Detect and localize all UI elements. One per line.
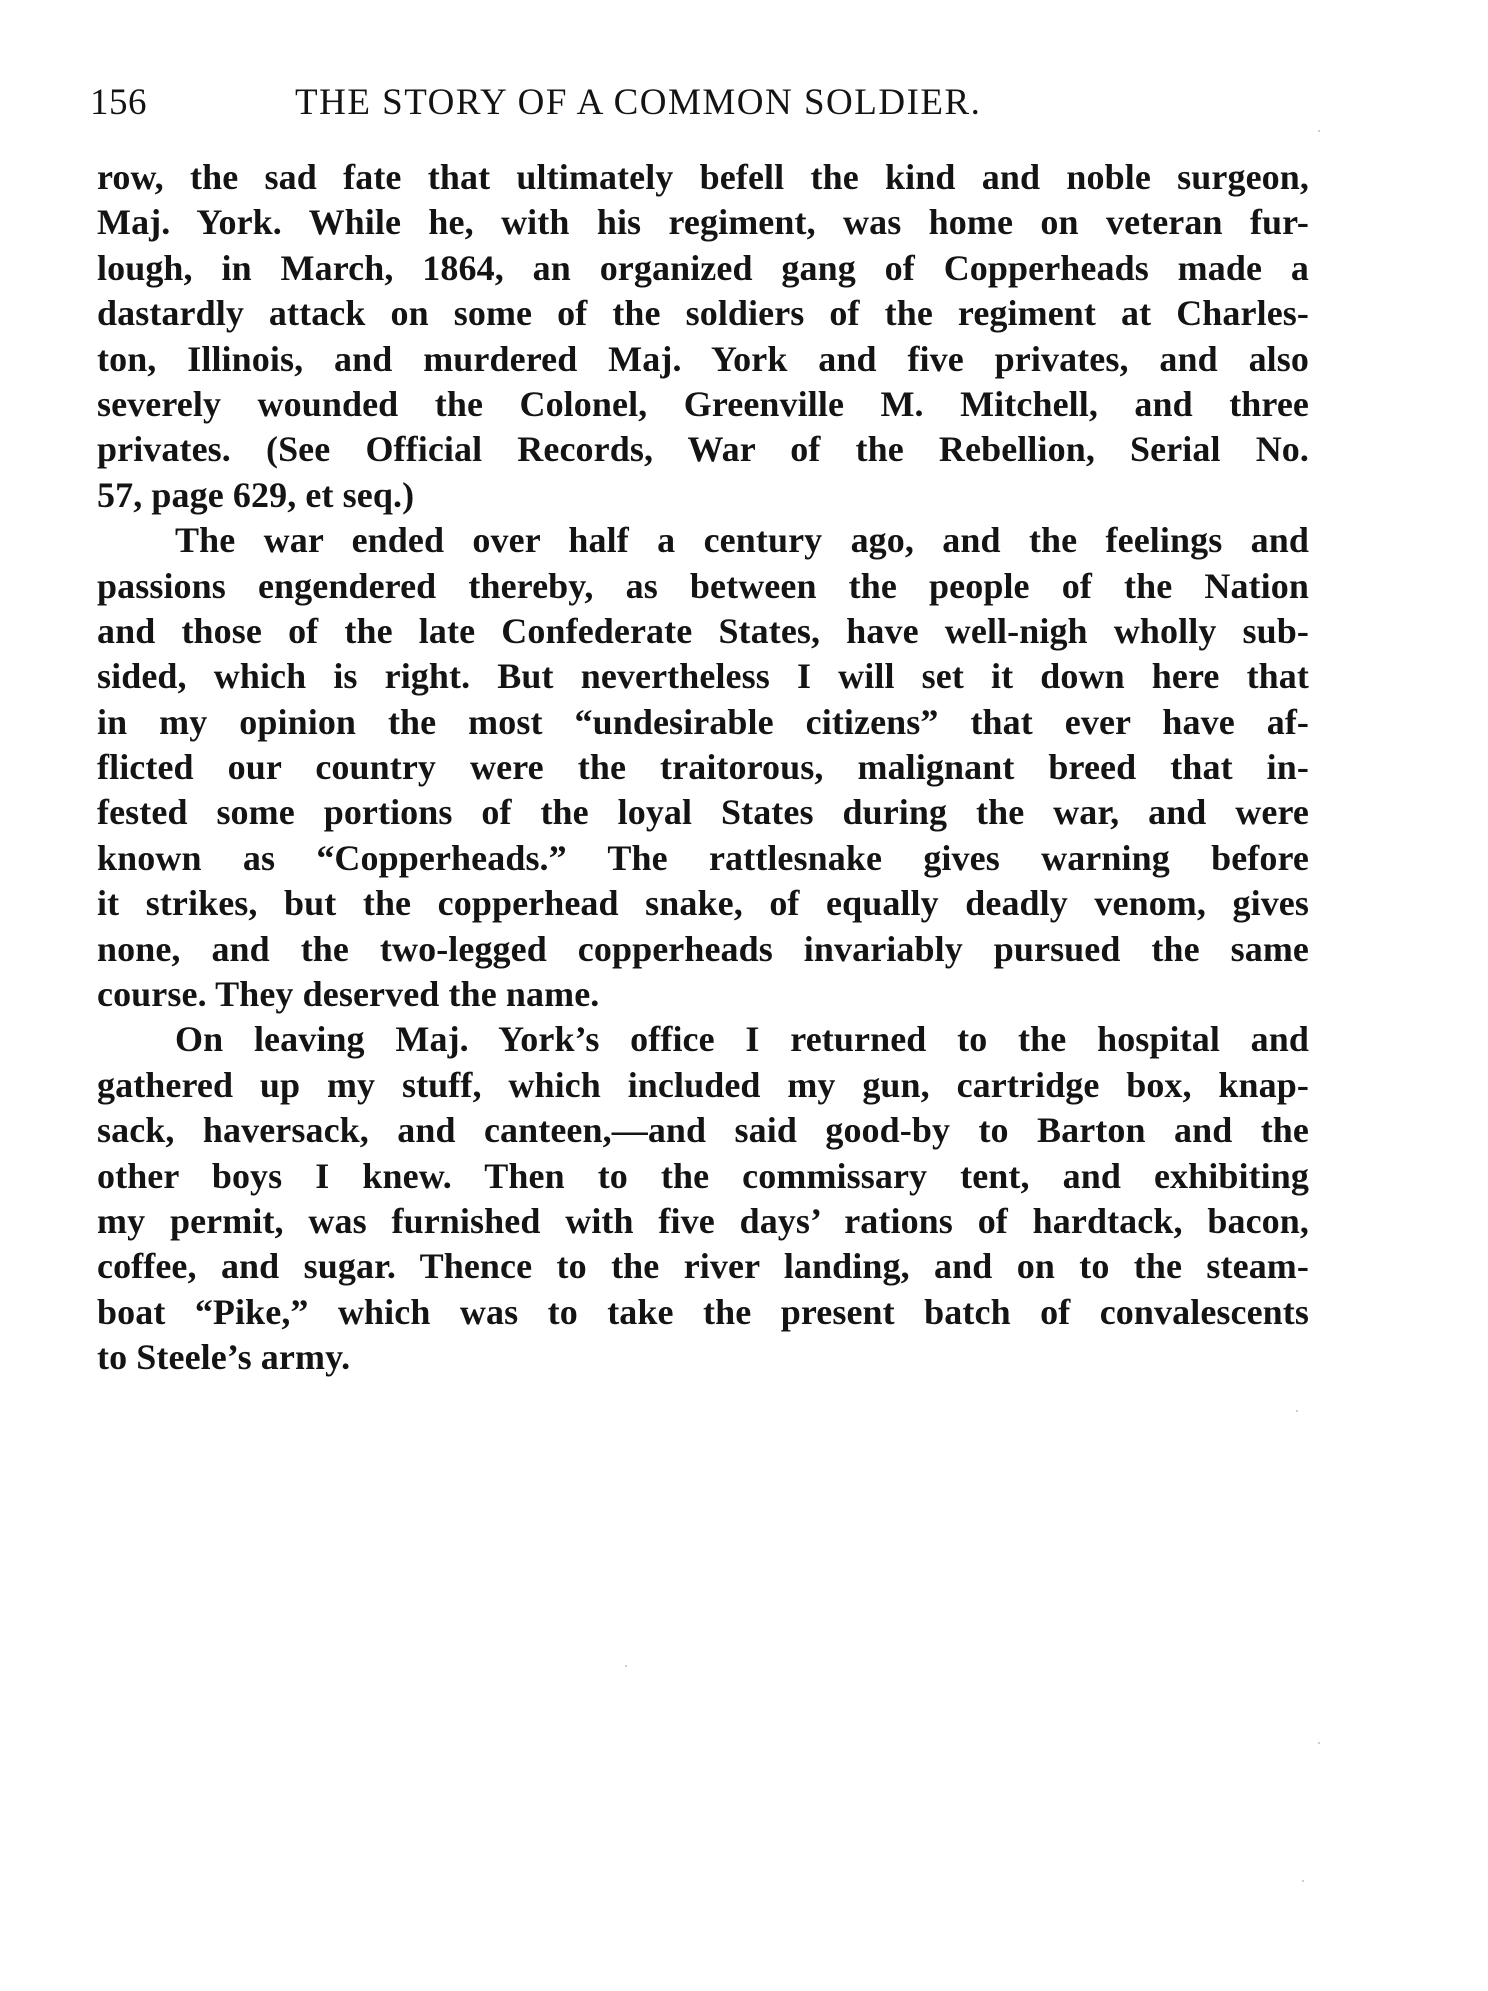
scan-speck: [1318, 130, 1320, 132]
text-line: boat “Pike,” which was to take the present batch of convalescents: [97, 1291, 1309, 1332]
text-line: gathered up my stuff, which included my gun, cartridge box, knap-: [97, 1064, 1309, 1105]
text-line: severely wounded the Colonel, Greenville M. Mitchell, and three: [97, 383, 1309, 424]
text-line: and those of the late Confederate States, have well-nigh wholly sub-: [97, 610, 1309, 651]
text-line: row, the sad fate that ultimately befell the kind and noble surgeon,: [97, 157, 1309, 197]
text-line: privates. (See Official Records, War of the Rebellion, Serial No.: [97, 429, 1309, 470]
text-line: other boys I knew. Then to the commissary tent, and exhibiting: [97, 1155, 1309, 1196]
body-text: [97, 155, 1309, 1381]
page-number: 156: [90, 82, 147, 123]
text-line: known as “Copperheads.” The rattlesnake gives warning before: [97, 837, 1309, 878]
text-line: none, and the two-legged copperheads invariably pursued the same: [97, 928, 1309, 969]
text-line: passions engendered thereby, as between the people of the Nation: [97, 565, 1309, 606]
text-line: course. They deserved the name.: [97, 974, 600, 1015]
scan-speck: [625, 1665, 627, 1667]
text-line: in my opinion the most “undesirable citizens” that ever have af-: [97, 701, 1309, 742]
text-line: sided, which is right. But nevertheless I will set it down here that: [97, 656, 1309, 697]
text-line: sack, haversack, and canteen,—and said good-by to Barton and the: [97, 1110, 1309, 1151]
text-line: fested some portions of the loyal States during the war, and were: [97, 792, 1309, 833]
text-line: 57, page 629, et seq.): [97, 474, 415, 515]
text-line: it strikes, but the copperhead snake, of equally deadly venom, gives: [97, 883, 1309, 924]
text-line: coffee, and sugar. Thence to the river landing, and on to the steam-: [97, 1246, 1309, 1287]
text-line: ton, Illinois, and murdered Maj. York and five privates, and also: [97, 338, 1309, 379]
text-line: dastardly attack on some of the soldiers of the regiment at Charles-: [97, 293, 1309, 334]
text-line: flicted our country were the traitorous, malignant breed that in-: [97, 747, 1309, 788]
text-line: The war ended over half a century ago, and the feelings and: [175, 520, 1309, 561]
book-title: THE STORY OF A COMMON SOLDIER.: [295, 82, 982, 123]
text-line: Maj. York. While he, with his regiment, was home on veteran fur-: [97, 202, 1309, 243]
text-line: On leaving Maj. York’s office I returned to the hospital and: [175, 1019, 1309, 1060]
text-line: lough, in March, 1864, an organized gang of Copperheads made a: [97, 247, 1309, 288]
scan-speck: [1302, 1880, 1304, 1882]
running-head: [90, 78, 1100, 128]
text-line: my permit, was furnished with five days’ rations of hardtack, bacon,: [97, 1200, 1309, 1241]
scan-speck: [1296, 1410, 1298, 1412]
text-line: to Steele’s army.: [97, 1337, 351, 1378]
scan-speck: [1318, 1742, 1320, 1744]
